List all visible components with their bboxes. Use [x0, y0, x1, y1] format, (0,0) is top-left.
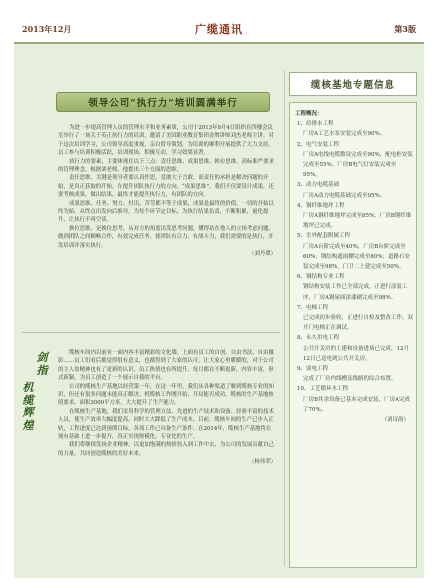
sidebar-title-box — [289, 72, 417, 96]
article2-side-title-1: 剑指 — [36, 351, 48, 377]
article1-body — [58, 124, 276, 324]
sidebar-title: 缆核基地专题信息 — [310, 80, 395, 91]
article1-paragraph: 责任思维，关键是领导者要认真作思，竟敢大于言敢，而责任的承担是解决问题的开始，是真正获取的开始。在提升团队执行力的方向，“成果思维”，我们不仅要设计成果，还要考核成果，做出结果，最终才能提升执行力，有团队的方向。 — [58, 175, 274, 199]
article2-paragraph: 在缆核生产基地，我们采用科学的管理方法、先进的生产技术和设备、经验丰富的技术人员，使生产效率大幅度提高，同时大大降低了生产成本。目前，缆核车间的生产已步入正轨，工程进度已达到预期目标，各项工作已具备生产条件。在2014年，缆核生产基地将在现有基础上进一步提升，真正实现规模化、专业化的生产。 — [58, 408, 274, 441]
project-item-heading: 9、弱电工程 — [297, 366, 328, 373]
project-item-detail: 已完成初步验收，正进行自检及整改工作，双开门电梯正在调试。 — [303, 315, 414, 332]
article2-author: （杨伟荣） — [249, 459, 276, 466]
project-item-detail: 厂房A电线电缆敷设完成至90%，配电柜安装完成至55%。厂房B电气灯安装完成至95%。 — [303, 151, 413, 179]
newsletter-title: 广缆通讯 — [195, 23, 243, 36]
list-heading: 工程概况： — [295, 111, 323, 117]
article2-paragraph: 公司的缆核生产基地以经营第一年，在这一年里，我们从各种渠道了解到缆核专业的知识，但还有很多问题未能真正解决。机缆核工作刚开始，开局能否成功，缆核的生产基地按照要求，面积3000平方米，大大提升了生产能力。 — [58, 383, 274, 407]
project-item-heading: 5、室外配套附属工程 — [297, 233, 350, 240]
article1-title: 领导公司“执行力”培训圆满举行 — [88, 98, 238, 109]
project-item-detail: 厂房A动力电缆基础完成至95%。 — [303, 192, 386, 199]
article1-paragraph: 换位思维，是换位思考，从对方的角度出发思考问题，懂得站在他人的立场考虑问题，做到团队之间顺畅合作，有效完成任务，使团队有合力、有战斗力，我们需要的是执行，开发培训并落实执行。 — [58, 225, 274, 249]
article1-author: （刘丹谭） — [249, 251, 276, 258]
article2-paragraph: 我们将继续发扬企业精神，以更加饱满的热情投入到工作中去，为公司的发展贡献自己的力量，共同创造缆核的美好未来。 — [58, 442, 274, 457]
project-item-heading: 4、钢纤维地坪工程 — [297, 202, 345, 209]
project-item-heading: 7、电梯工程 — [297, 304, 328, 311]
article2-paragraph: 缆核车间内以前有一面内容丰富精彩的文化墙，上面有员工的自创、自由书法、自由摄影……员工们看后都觉得很有意义，也都得到了大家的认可，让大家心里暖暖的，对于公司的主人翁精神也有了更新的认识，员工热情也有所提升。每月都在不断更新，内容丰富，形式新颖，为员工创造了一个展示自我的平台。 — [58, 350, 274, 382]
sidebar-author: （刘诗韵） — [381, 417, 409, 424]
project-item-heading: 1、给排水工程 — [297, 121, 334, 128]
article1-paragraph: 成果思维，任务、努力、付出，苦劳都不等于成果，成果是最终的价值，一切的开始以终为始，从终点出发向后推导，为每个环节定目标，为执行结果负责，不断积累，量化提升，让执行不再空谈。 — [58, 200, 274, 224]
sidebar-info-box — [289, 102, 417, 568]
masthead — [14, 10, 424, 44]
project-item-detail: 完成了厂房内线槽及线路的综合布置。 — [303, 376, 397, 383]
project-item-heading: 6、钢结构专业工程 — [297, 274, 345, 281]
project-item-detail: 厂房A钢纤维地坪完成至85%。厂房B钢纤维地坪已完成。 — [303, 213, 412, 230]
project-item-detail: 厂房A工艺水泵安装完成至90%。 — [303, 131, 386, 138]
article1-paragraph: 为进一步提高管理人员的管理水平和业务素质，公司于2013年9月4日组织在四楼会议室举行了一场关于英正执行力的培训，邀请了美国职业教育集团金牌讲师刘杰老师主讲。对于这次培训学习，公司领导高度重视，亲自督导策划，为培训的顺利开展提供了大力支持。员工参与培训积极活跃，培训现场，积极互动，学习效果显著。 — [58, 125, 274, 157]
article2-body — [58, 349, 276, 571]
section-divider — [22, 332, 280, 333]
article2-side-title-2: 机缆辉煌 — [22, 381, 34, 432]
project-status-list — [295, 109, 413, 425]
project-item-detail: 厂房A台阶完成至40%，厂房B台阶完成至60%；钢结构遮雨棚完成至80%；道路石安装完成至98%，门卫二土建完成至50%。 — [303, 243, 410, 271]
project-item-detail: 钢结构安装工作已全部完成，正进行涂装工序，厂房A钢屋面涂漆刷完成至98%。 — [303, 284, 408, 301]
project-item-detail: 公共开关房的土建和设备进场已完成，12月12日已送电到公共开关房。 — [303, 345, 409, 362]
project-item-detail: 厂房B其余设备已基本完成安装，厂房A完成了70%。 — [303, 396, 411, 413]
column-divider — [284, 70, 285, 566]
article1-banner — [56, 92, 270, 112]
article1-paragraph: 执行力的要素，主要体现在以下三点：责任思维、成果思维、换位思维。高标准严要求的管理理念，根据刘老师，他提出三个方面的思维。 — [58, 158, 274, 174]
project-item-heading: 8、永久用电工程 — [297, 335, 339, 342]
project-item-heading: 10、工艺循环水工程 — [297, 386, 348, 393]
article2-side-banner — [22, 352, 48, 552]
issue-date: 2013年12月 — [22, 24, 72, 34]
project-item-heading: 2、电气安装工程 — [297, 141, 339, 148]
project-item-heading: 3、动力电缆基础 — [297, 182, 339, 189]
page-number: 第3版 — [394, 24, 416, 34]
